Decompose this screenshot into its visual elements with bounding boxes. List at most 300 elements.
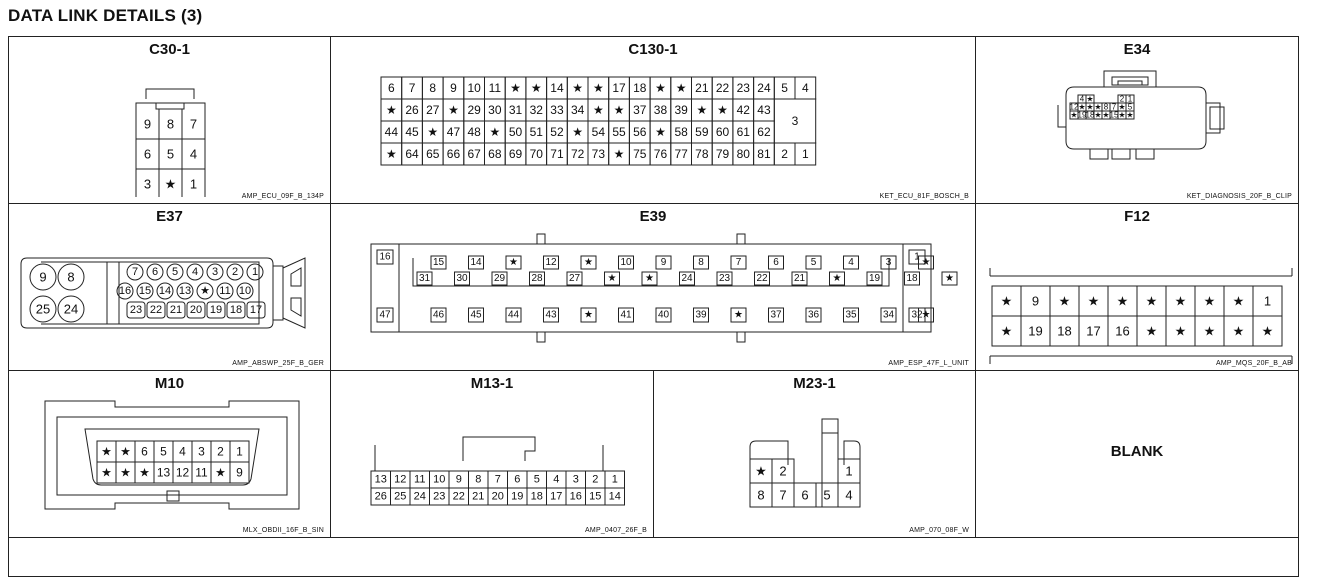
pin-label: 47	[446, 125, 461, 139]
pin-label: 56	[633, 125, 647, 139]
pin-label: 9	[143, 116, 152, 132]
pin-label: ★	[755, 463, 767, 479]
pin-label: ★	[607, 273, 617, 284]
pin-label: 43	[545, 309, 557, 321]
pin-label: 18	[530, 490, 543, 503]
connector-part-number: AMP_ECU_09F_B_134P	[241, 193, 324, 200]
pin-label: 9	[39, 269, 47, 285]
cell-f12	[975, 203, 1299, 371]
pin-label: 52	[550, 125, 564, 139]
pin-label: ★	[584, 309, 593, 321]
pin-label: ★	[1094, 102, 1102, 112]
pin-label: 34	[882, 309, 895, 321]
pin-label: 75	[633, 147, 647, 161]
connector-e37-diagram	[9, 224, 330, 364]
pin-label: 24	[681, 273, 693, 284]
pin-label: 68	[488, 147, 502, 161]
pin-label: 19	[511, 490, 524, 503]
pin-label: 12	[1069, 102, 1079, 112]
pin-label: ★	[1086, 94, 1094, 104]
pin-label: 35	[845, 309, 857, 321]
pin-label: 4	[802, 81, 809, 95]
outline	[737, 234, 745, 244]
pin-label: 72	[570, 147, 585, 161]
pin-label: 61	[736, 125, 750, 139]
pin-label: ★	[921, 309, 931, 321]
cell-m10	[8, 370, 331, 538]
pin-label: 11	[414, 473, 426, 486]
pin-label: 59	[695, 125, 709, 139]
pin-label: ★	[385, 103, 397, 117]
connector-title: E34	[1123, 41, 1151, 58]
pin-label: 4	[848, 257, 854, 268]
pin-label: 1	[1263, 293, 1272, 309]
outline	[291, 268, 301, 286]
pin-label: ★	[572, 125, 584, 139]
pin-label: ★	[613, 103, 625, 117]
pin-label: 39	[695, 309, 707, 321]
pin-label: 3	[198, 444, 205, 459]
pin-label: 16	[1115, 323, 1130, 339]
pin-label: 17	[550, 490, 563, 503]
pin-label: 69	[508, 147, 523, 161]
pin-label: 9	[660, 257, 667, 268]
connector-title: E39	[639, 208, 667, 225]
pin-label: 20	[491, 490, 504, 503]
pin-label: ★	[427, 125, 439, 139]
pin-label: ★	[696, 103, 708, 117]
outline	[537, 234, 545, 244]
pin-label: ★	[1232, 293, 1245, 309]
pin-label: 9	[455, 473, 462, 486]
pin-label: 60	[715, 125, 730, 139]
connector-title: M10	[154, 375, 185, 392]
pin-label: 70	[529, 147, 543, 161]
pin-label: ★	[489, 125, 501, 139]
pin-label: 14	[608, 490, 621, 503]
pin-label: 28	[531, 273, 543, 284]
connector-m23-1-diagram	[654, 391, 975, 531]
outline	[1118, 81, 1142, 85]
empty-row	[8, 537, 1299, 577]
pin-label: 64	[405, 147, 419, 161]
pin-label: 73	[591, 147, 606, 161]
cell-e37	[8, 203, 331, 371]
pin-label: 66	[446, 147, 461, 161]
pin-label: 76	[653, 147, 668, 161]
pin-label: 19	[868, 273, 881, 284]
pin-label: 17	[1086, 323, 1101, 339]
connector-title: C130-1	[628, 41, 678, 58]
pin-label: ★	[945, 273, 954, 284]
pin-label: 23	[736, 81, 750, 95]
pin-label: 21	[695, 81, 709, 95]
pin-label: 6	[143, 146, 152, 162]
pin-label: 2	[781, 147, 788, 161]
pin-label: 32	[529, 103, 543, 117]
connector-part-number: AMP_ABSWP_25F_B_GER	[232, 360, 324, 367]
pin-label: 30	[488, 103, 502, 117]
outline	[822, 419, 838, 433]
pin-label: 5	[533, 473, 540, 486]
pin-label: 13	[156, 465, 171, 480]
pin-label: 4	[845, 487, 853, 503]
connector-part-number: MLX_OBDII_16F_B_SIN	[242, 527, 324, 534]
pin-label: 8	[698, 257, 704, 268]
outline	[990, 268, 1292, 276]
pin-label: 5	[1127, 102, 1133, 112]
connector-part-number: KET_DIAGNOSIS_20F_B_CLIP	[1186, 193, 1292, 200]
pin-label: 10	[238, 285, 252, 297]
outline	[291, 298, 301, 316]
pin-label: 25	[394, 490, 407, 503]
pin-label: 3	[791, 114, 799, 128]
connector-f12-diagram	[976, 224, 1298, 364]
pin-label: 7	[735, 257, 742, 268]
pin-label: ★	[592, 81, 604, 95]
pin-label: 8	[1103, 102, 1109, 112]
pin-label: 22	[715, 81, 730, 95]
cell-c130-1	[330, 36, 976, 204]
pin-label: 14	[470, 257, 482, 268]
pin-label: 3	[143, 176, 152, 192]
pin-label: ★	[530, 81, 542, 95]
pin-label: ★	[1126, 110, 1134, 120]
pin-label: ★	[1070, 110, 1078, 120]
outline	[273, 266, 283, 320]
pin-label: 34	[570, 103, 585, 117]
pin-label: ★	[1145, 323, 1158, 339]
pin-label: 15	[138, 285, 152, 297]
pin-label: ★	[1145, 293, 1158, 309]
pin-label: 9	[450, 81, 457, 95]
pin-label: 6	[151, 266, 159, 278]
pin-label: 14	[550, 81, 564, 95]
pin-label: ★	[448, 103, 459, 117]
pin-label: ★	[120, 465, 131, 480]
pin-label: 17	[612, 81, 626, 95]
pin-label: 46	[432, 309, 445, 321]
pin-label: 18	[633, 81, 647, 95]
pin-label: 4	[179, 444, 186, 459]
pin-label: ★	[572, 81, 584, 95]
pin-label: 10	[467, 81, 481, 95]
pin-label: 36	[807, 309, 820, 321]
pin-label: 18	[906, 273, 918, 284]
pin-label: 2	[779, 463, 787, 479]
pin-label: 2	[592, 473, 599, 486]
pin-label: 15	[432, 257, 445, 268]
connector-title: M13-1	[470, 375, 514, 392]
pin-label: 7	[1111, 102, 1117, 112]
pin-label: 21	[169, 304, 183, 316]
pin-label: 7	[494, 473, 501, 486]
pin-label: 1	[845, 463, 853, 479]
pin-label: 8	[166, 116, 175, 132]
pin-label: 11	[219, 285, 231, 297]
pin-label: 55	[612, 125, 626, 139]
blank-label: BLANK	[1110, 443, 1164, 460]
pin-label: 71	[550, 147, 564, 161]
connector-c130-1-diagram	[331, 57, 975, 197]
connector-title: E37	[156, 208, 183, 225]
outline	[1136, 149, 1154, 159]
pin-label: 37	[633, 103, 647, 117]
pin-label: ★	[200, 285, 210, 297]
pin-label: 2	[231, 266, 239, 278]
pin-label: 4	[189, 146, 198, 162]
pin-label: ★	[215, 465, 226, 480]
pin-label: 26	[374, 490, 387, 503]
pin-label: 10	[620, 257, 632, 268]
pin-label: 1	[251, 266, 259, 278]
pin-label: 58	[674, 125, 688, 139]
pin-label: 65	[426, 147, 440, 161]
pin-label: 13	[374, 473, 387, 486]
pin-label: ★	[1087, 293, 1100, 309]
pin-label: 32	[911, 309, 923, 321]
pin-label: 43	[757, 103, 771, 117]
pin-label: 6	[801, 487, 809, 503]
pin-label: 3	[885, 257, 892, 268]
pin-label: 16	[379, 251, 391, 263]
pin-label: 16	[118, 285, 132, 297]
pin-label: 1	[611, 473, 618, 486]
cell-m13-1	[330, 370, 654, 538]
pin-label: 80	[736, 147, 750, 161]
pin-label: 2	[217, 444, 224, 459]
outline	[283, 258, 305, 328]
connector-part-number: AMP_MQS_20F_B_AB	[1216, 360, 1292, 367]
pin-label: ★	[1000, 293, 1013, 309]
pin-label: 2	[1119, 94, 1125, 104]
connector-grid	[8, 36, 1299, 573]
pin-label: ★	[1000, 323, 1013, 339]
pin-label: 15	[1109, 110, 1119, 120]
pin-label: ★	[1118, 110, 1126, 120]
cell-blank	[975, 370, 1299, 538]
pin-label: 12	[175, 465, 190, 480]
pin-label: 23	[433, 490, 446, 503]
pin-label: 62	[757, 125, 771, 139]
outline	[1112, 149, 1130, 159]
pin-label: 5	[823, 487, 831, 503]
pin-label: 12	[545, 257, 557, 268]
pin-label: 44	[384, 125, 399, 139]
pin-label: ★	[1174, 323, 1187, 339]
outline	[146, 89, 194, 99]
pin-label: 27	[568, 273, 581, 284]
pin-label: 31	[418, 273, 431, 284]
pin-label: ★	[832, 273, 842, 284]
connector-title: F12	[1124, 208, 1150, 225]
pin-label: ★	[592, 103, 604, 117]
pin-label: 47	[379, 309, 391, 321]
pin-label: 40	[657, 309, 670, 321]
cell-e39	[330, 203, 976, 371]
outline	[737, 332, 745, 342]
pin-label: 3	[572, 473, 579, 486]
pin-label: 22	[149, 304, 163, 316]
connector-c30-1-diagram	[9, 57, 330, 197]
connector-e39-diagram	[331, 224, 975, 364]
pin-label: ★	[1094, 110, 1102, 120]
outline	[167, 491, 179, 501]
outline	[537, 332, 545, 342]
pin-label: 31	[508, 103, 523, 117]
pin-label: 14	[158, 285, 172, 297]
pin-label: ★	[1203, 323, 1216, 339]
pin-label: 17	[249, 304, 263, 316]
pin-label: 8	[475, 473, 482, 486]
outline	[1090, 149, 1108, 159]
outline	[156, 103, 184, 109]
pin-label: 51	[529, 125, 543, 139]
connector-m10-diagram	[9, 391, 330, 531]
pin-label: 4	[191, 266, 199, 278]
pin-label: ★	[655, 81, 666, 95]
pin-label: ★	[655, 125, 666, 139]
outline	[463, 437, 535, 461]
pin-label: ★	[1203, 293, 1216, 309]
pin-label: 5	[781, 81, 788, 95]
pin-label: 4	[553, 473, 560, 486]
pin-label: 15	[589, 490, 602, 503]
page-title: DATA LINK DETAILS (3)	[8, 6, 203, 25]
pin-label: 25	[35, 301, 51, 317]
pin-label: 30	[456, 273, 468, 284]
pin-label: ★	[1116, 293, 1129, 309]
pin-label: ★	[1102, 110, 1110, 120]
pin-label: 1	[189, 176, 198, 192]
pin-label: 18	[229, 304, 243, 316]
pin-label: 81	[757, 147, 771, 161]
pin-label: ★	[921, 257, 931, 268]
pin-label: 29	[493, 273, 506, 284]
pin-label: 5	[160, 444, 167, 459]
pin-label: 29	[467, 103, 481, 117]
pin-label: 23	[718, 273, 731, 284]
pin-label: 20	[189, 304, 203, 316]
cell-e34	[975, 36, 1299, 204]
pin-label: 18	[1057, 323, 1072, 339]
pin-label: ★	[734, 309, 743, 321]
outline	[844, 441, 860, 465]
pin-label: 22	[452, 490, 465, 503]
pin-label: 3	[211, 266, 219, 278]
connector-part-number: KET_ECU_81F_BOSCH_B	[879, 193, 969, 200]
pin-label: 13	[178, 285, 192, 297]
pin-label: 9	[1031, 293, 1040, 309]
pin-label: ★	[1118, 102, 1126, 112]
pin-label: ★	[164, 176, 177, 192]
pin-label: 24	[63, 301, 79, 317]
pin-label: ★	[385, 147, 397, 161]
pin-label: ★	[1078, 102, 1086, 112]
pin-label: 7	[131, 266, 139, 278]
pin-label: ★	[613, 147, 625, 161]
connector-e34-diagram	[976, 57, 1298, 197]
pin-label: 27	[426, 103, 440, 117]
pin-label: 1	[802, 147, 809, 161]
pin-label: ★	[717, 103, 728, 117]
pin-label: 5	[171, 266, 179, 278]
pin-label: 5	[166, 146, 175, 162]
pin-label: ★	[645, 273, 654, 284]
pin-label: 11	[488, 81, 502, 95]
pin-label: 77	[674, 147, 688, 161]
connector-part-number: AMP_0407_26F_B	[585, 527, 647, 534]
pin-label: 1	[236, 444, 243, 459]
pin-label: ★	[101, 444, 112, 459]
pin-label: ★	[1174, 293, 1187, 309]
pin-label: 78	[695, 147, 709, 161]
pin-label: 44	[507, 309, 520, 321]
pin-label: ★	[1058, 293, 1071, 309]
pin-label: 41	[620, 309, 632, 321]
pin-label: ★	[675, 81, 687, 95]
pin-label: 42	[736, 103, 750, 117]
pin-label: 6	[514, 473, 521, 486]
pin-label: 10	[433, 473, 446, 486]
pin-label: 12	[394, 473, 407, 486]
pin-label: ★	[510, 81, 521, 95]
pin-label: 26	[405, 103, 419, 117]
pin-label: 9	[236, 465, 243, 480]
pin-label: ★	[1232, 323, 1245, 339]
pin-label: 37	[770, 309, 782, 321]
pin-label: 1	[1127, 94, 1133, 104]
pin-label: 54	[591, 125, 606, 139]
connector-part-number: AMP_070_08F_W	[909, 527, 969, 534]
pin-label: 19	[1077, 110, 1087, 120]
pin-label: 23	[129, 304, 143, 316]
pin-label: 19	[209, 304, 223, 316]
pin-label: 6	[773, 257, 779, 268]
pin-label: 7	[408, 81, 416, 95]
pin-label: 79	[715, 147, 730, 161]
pin-label: 50	[508, 125, 523, 139]
cell-c30-1	[8, 36, 331, 204]
pin-label: 22	[756, 273, 768, 284]
pin-label: 24	[413, 490, 426, 503]
connector-title: C30-1	[149, 41, 190, 58]
pin-label: 16	[569, 490, 582, 503]
pin-label: 8	[429, 81, 437, 95]
pin-label: 1	[914, 251, 920, 263]
outline	[1210, 107, 1224, 129]
pin-label: 45	[470, 309, 482, 321]
pin-label: 38	[653, 103, 668, 117]
pin-label: ★	[584, 257, 593, 268]
connector-m13-1-diagram	[331, 391, 653, 531]
pin-label: 21	[793, 273, 806, 284]
pin-label: 24	[757, 81, 771, 95]
pin-label: 6	[388, 81, 395, 95]
outline	[1058, 105, 1066, 127]
pin-label: 5	[810, 257, 817, 268]
pin-label: ★	[1086, 102, 1094, 112]
pin-label: 33	[550, 103, 564, 117]
pin-label: 4	[1079, 94, 1085, 104]
cell-m23-1	[653, 370, 976, 538]
pin-label: 7	[779, 487, 787, 503]
pin-label: 19	[1028, 323, 1043, 339]
pin-label: 45	[405, 125, 419, 139]
pin-label: 18	[1085, 110, 1095, 120]
pin-label: 39	[674, 103, 688, 117]
pin-label: ★	[139, 465, 150, 480]
